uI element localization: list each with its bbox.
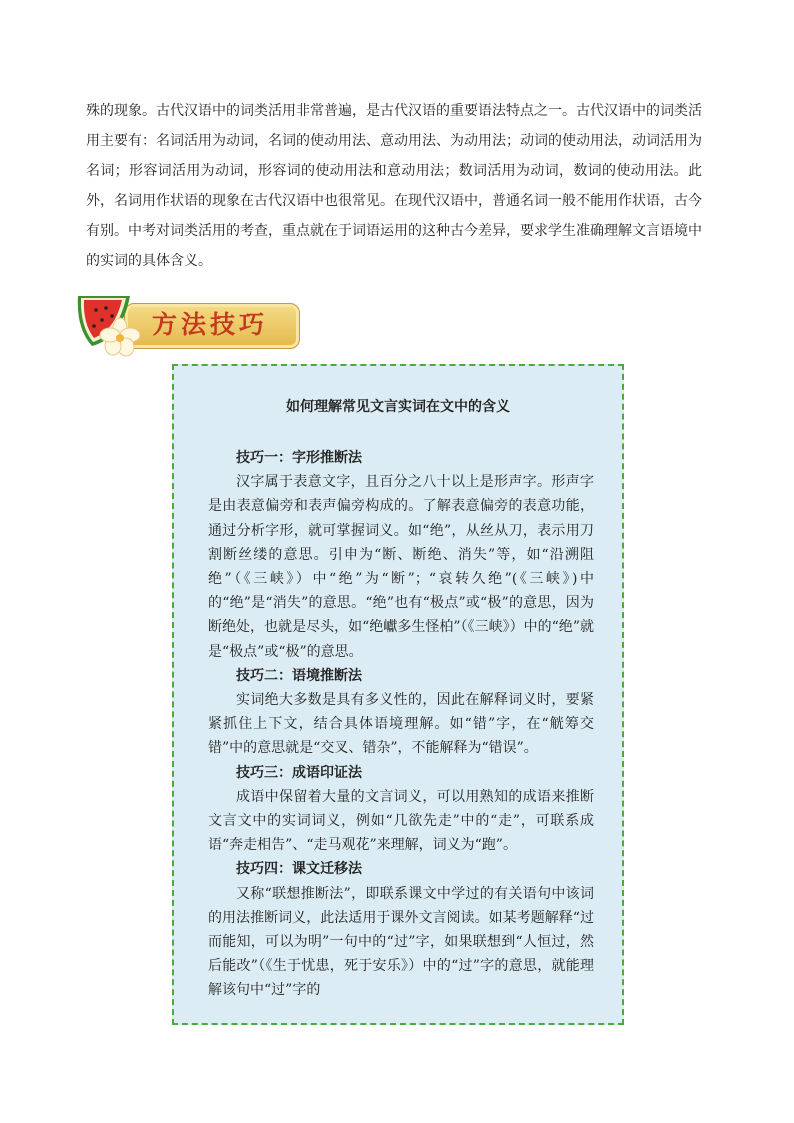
section-badge-label: 方法技巧 <box>152 310 269 339</box>
method-box-title: 如何理解常见文言实词在文中的含义 <box>286 399 510 415</box>
tip-4-body: 又称“联想推断法”，即联系课文中学过的有关语句中该词的用法推断词义，此法适用于课外文言阅读。如某考题解释“过而能知，可以为明”一句中的“过”字，如果联想到“人恒过，然后能改”（《生于忧患，死于安乐》）中的“过”字的意思，就能理解该句中“过”字的 <box>208 885 594 999</box>
tip-1-heading: 技巧一：字形推断法 <box>236 450 362 466</box>
tip-2-heading: 技巧二：语境推断法 <box>236 667 362 684</box>
method-box <box>172 364 624 1025</box>
tip-1-body: 汉字属于表意文字，且百分之八十以上是形声字。形声字是由表意偏旁和表声偏旁构成的。了解表意偏旁的表意功能，通过分析字形，就可掌握词义。如“绝”，从丝从刀，表示用刀割断丝缕的意思。引申为“断、断绝、消失”等，如“沿溯阻绝”（《三峡》）中“绝”为“断”；“哀转久绝”(《三峡》)中的“绝”是“消失”的意思。“绝”也有“极点”或“极”的意思，因为断绝处，也就是尽头，如“绝巘多生怪柏”（《三峡》）中的“绝”就是“极点”或“极”的意思。 <box>208 474 594 660</box>
tip-2-body: 实词绝大多数是具有多义性的，因此在解释词义时，要紧紧抓住上下文，结合具体语境理解。如“错”字，在“觥筹交错”中的意思就是“交叉、错杂”，不能解释为“错误”。 <box>208 692 594 757</box>
tip-3-heading: 技巧三：成语印证法 <box>236 764 362 781</box>
method-box-body <box>208 446 594 1003</box>
tip-3-body: 成语中保留着大量的文言词义，可以用熟知的成语来推断文言文中的实词词义，例如“几欲先走”中的“走”，可联系成语“奔走相告”、“走马观花”来理解，词义为“跑”。 <box>208 788 594 854</box>
intro-paragraph: 殊的现象。古代汉语中的词类活用非常普遍，是古代汉语的重要语法特点之一。古代汉语中的词类活用主要有：名词活用为动词，名词的使动用法、意动用法、为动用法；动词的使动用法，动词活用为名词；形容词活用为动词，形容词的使动用法和意动用法；数词活用为动词，数词的使动用法。此外，名词用作状语的现象在古代汉语中也很常见。在现代汉语中，普通名词一般不能用作状语，古今有别。中考对词类活用的考查，重点就在于词语运用的这种古今差异，要求学生准确理解文言语境中的实词的具体含义。 <box>86 103 702 269</box>
section-badge <box>72 288 302 358</box>
tip-4-heading: 技巧四：课文迁移法 <box>236 861 362 878</box>
